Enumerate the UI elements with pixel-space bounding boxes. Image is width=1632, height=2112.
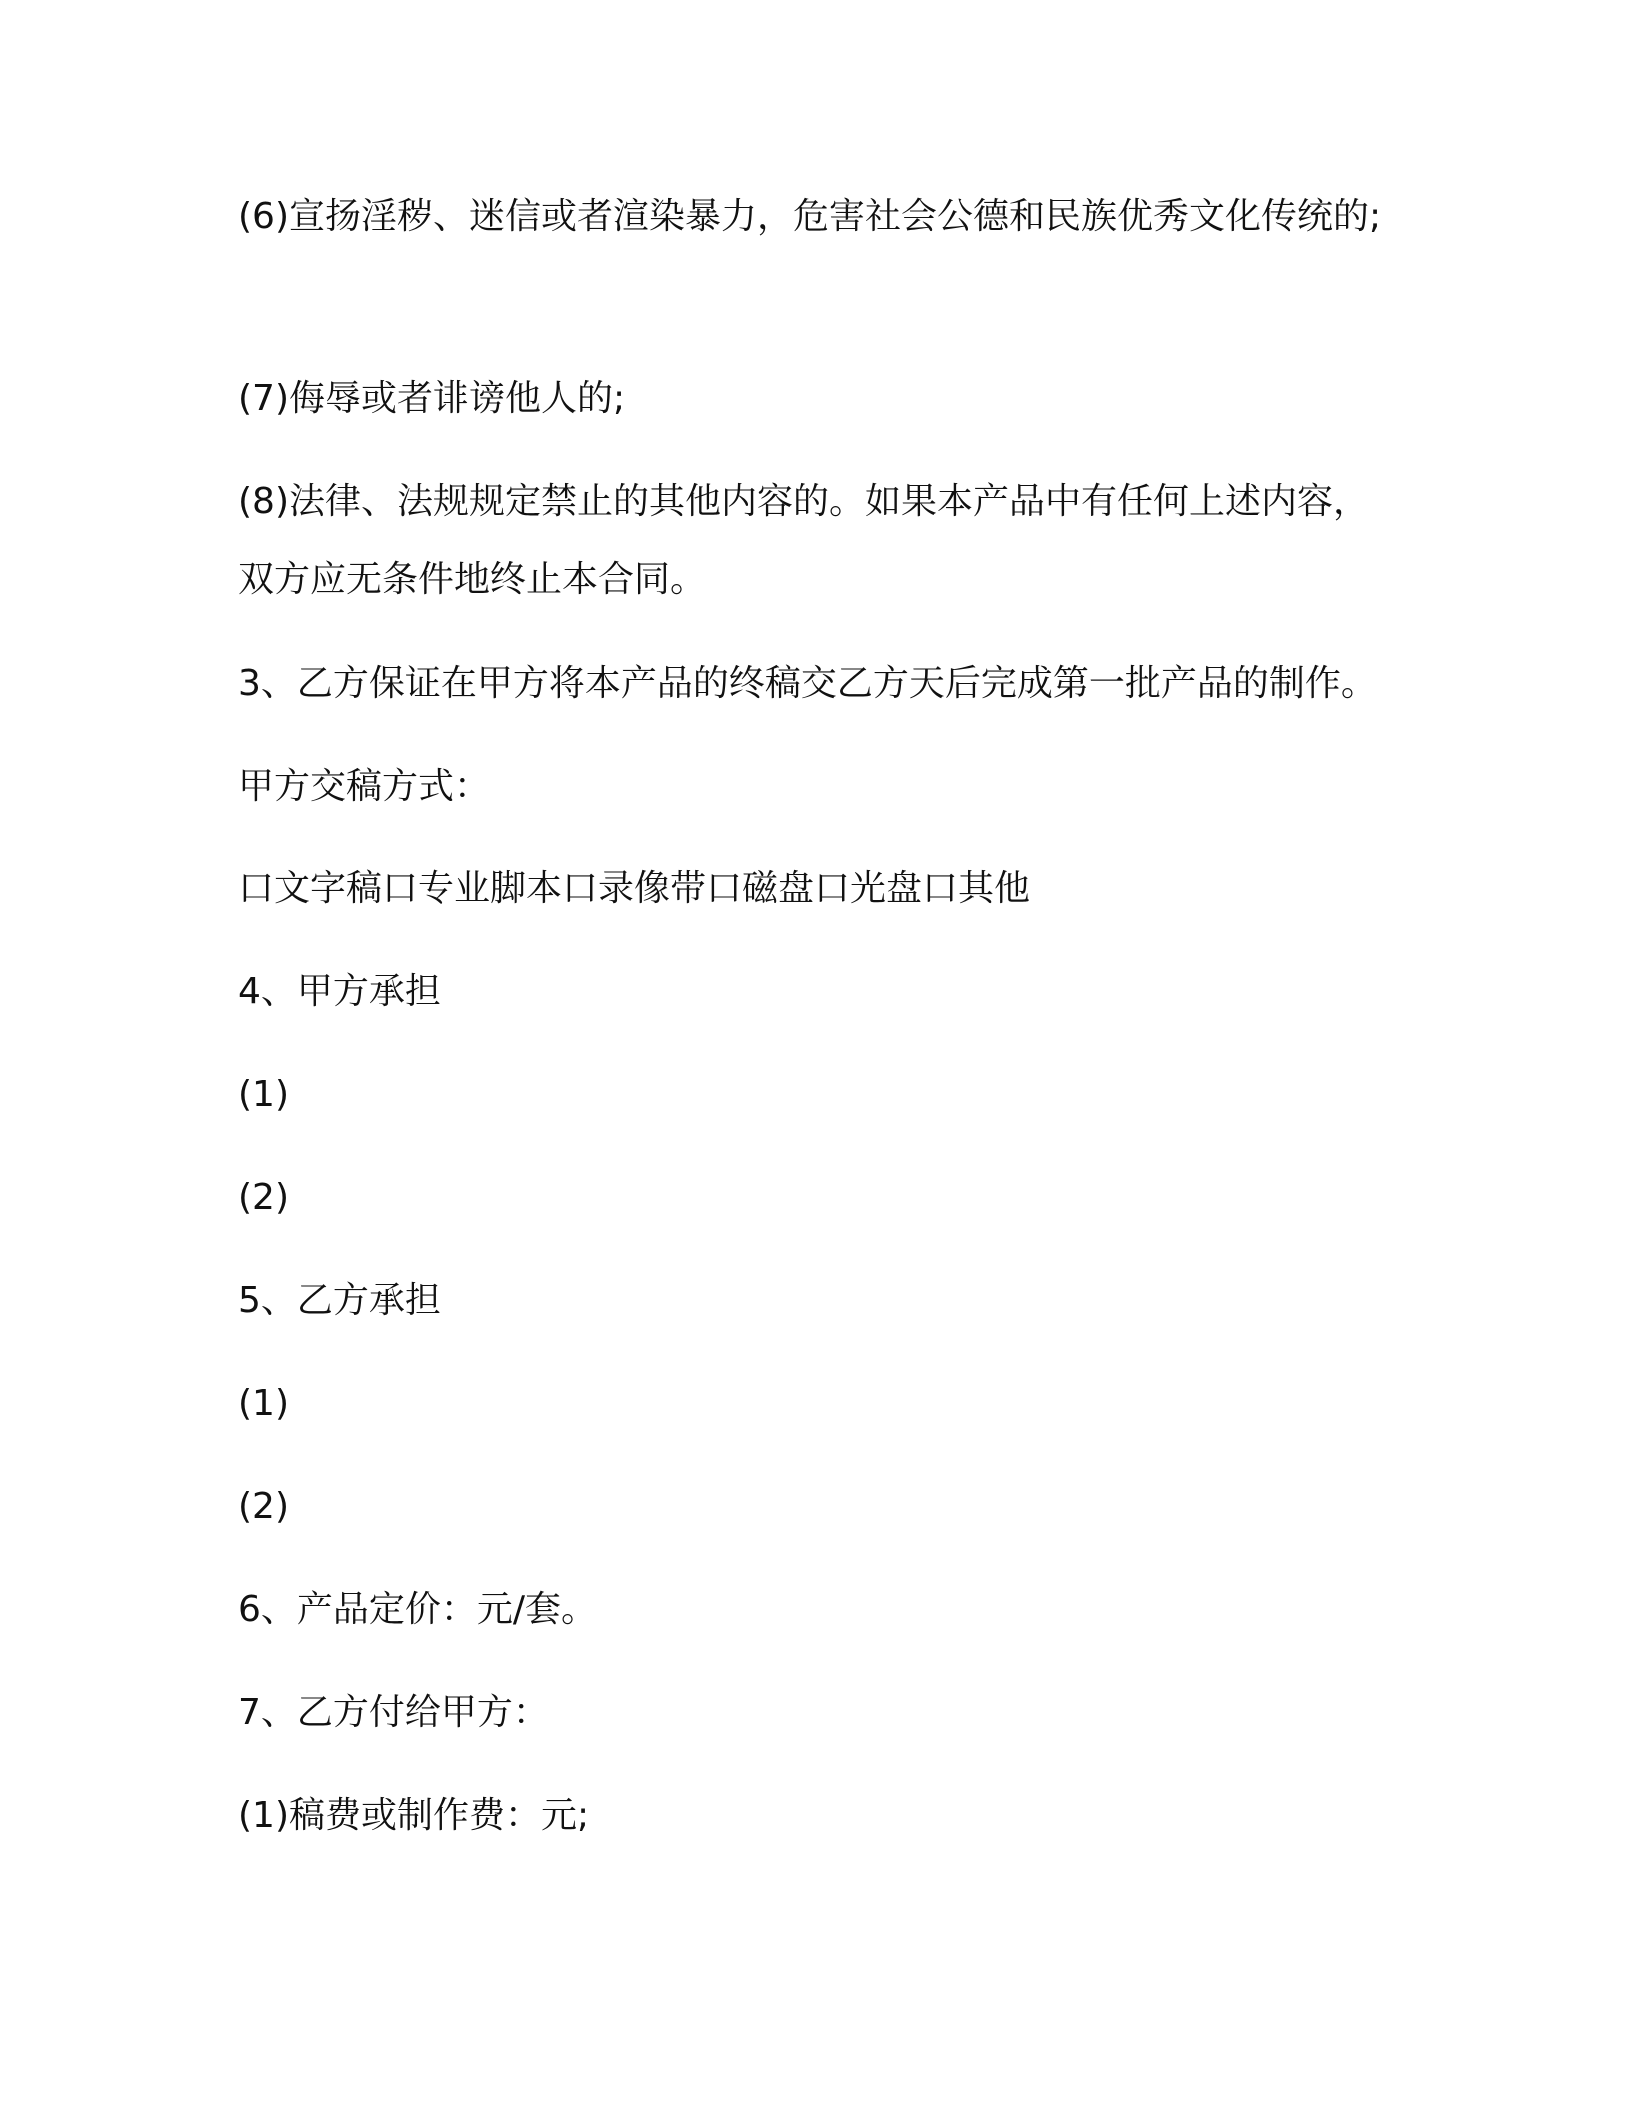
paragraph-item-5: 5、乙方承担 — [238, 1280, 441, 1321]
paragraph-item-3: 3、乙方保证在甲方将本产品的终稿交乙方天后完成第一批产品的制作。 — [238, 663, 1377, 704]
paragraph-clause-8: (8)法律、法规规定禁止的其他内容的。如果本产品中有任何上述内容，双方应无条件地终止本合同。 — [238, 481, 1369, 600]
paragraph-clause-6: (6)宣扬淫秽、迷信或者渲染暴力，危害社会公德和民族优秀文化传统的; — [238, 196, 1382, 237]
paragraph-item-4: 4、甲方承担 — [238, 971, 441, 1012]
paragraph-item-6: 6、产品定价：元/套。 — [238, 1589, 598, 1630]
paragraph-item-5-2: (2) — [238, 1486, 289, 1527]
paragraph-submission-options: 口文字稿口专业脚本口录像带口磁盘口光盘口其他 — [238, 868, 1031, 909]
paragraph-submission-method: 甲方交稿方式： — [238, 766, 491, 807]
paragraph-clause-7: (7)侮辱或者诽谤他人的; — [238, 378, 626, 419]
paragraph-item-4-1: (1) — [238, 1074, 289, 1115]
paragraph-item-5-1: (1) — [238, 1383, 289, 1424]
paragraph-item-7: 7、乙方付给甲方： — [238, 1692, 549, 1733]
paragraph-item-4-2: (2) — [238, 1177, 289, 1218]
paragraph-item-7-1: (1)稿费或制作费：元; — [238, 1795, 590, 1836]
